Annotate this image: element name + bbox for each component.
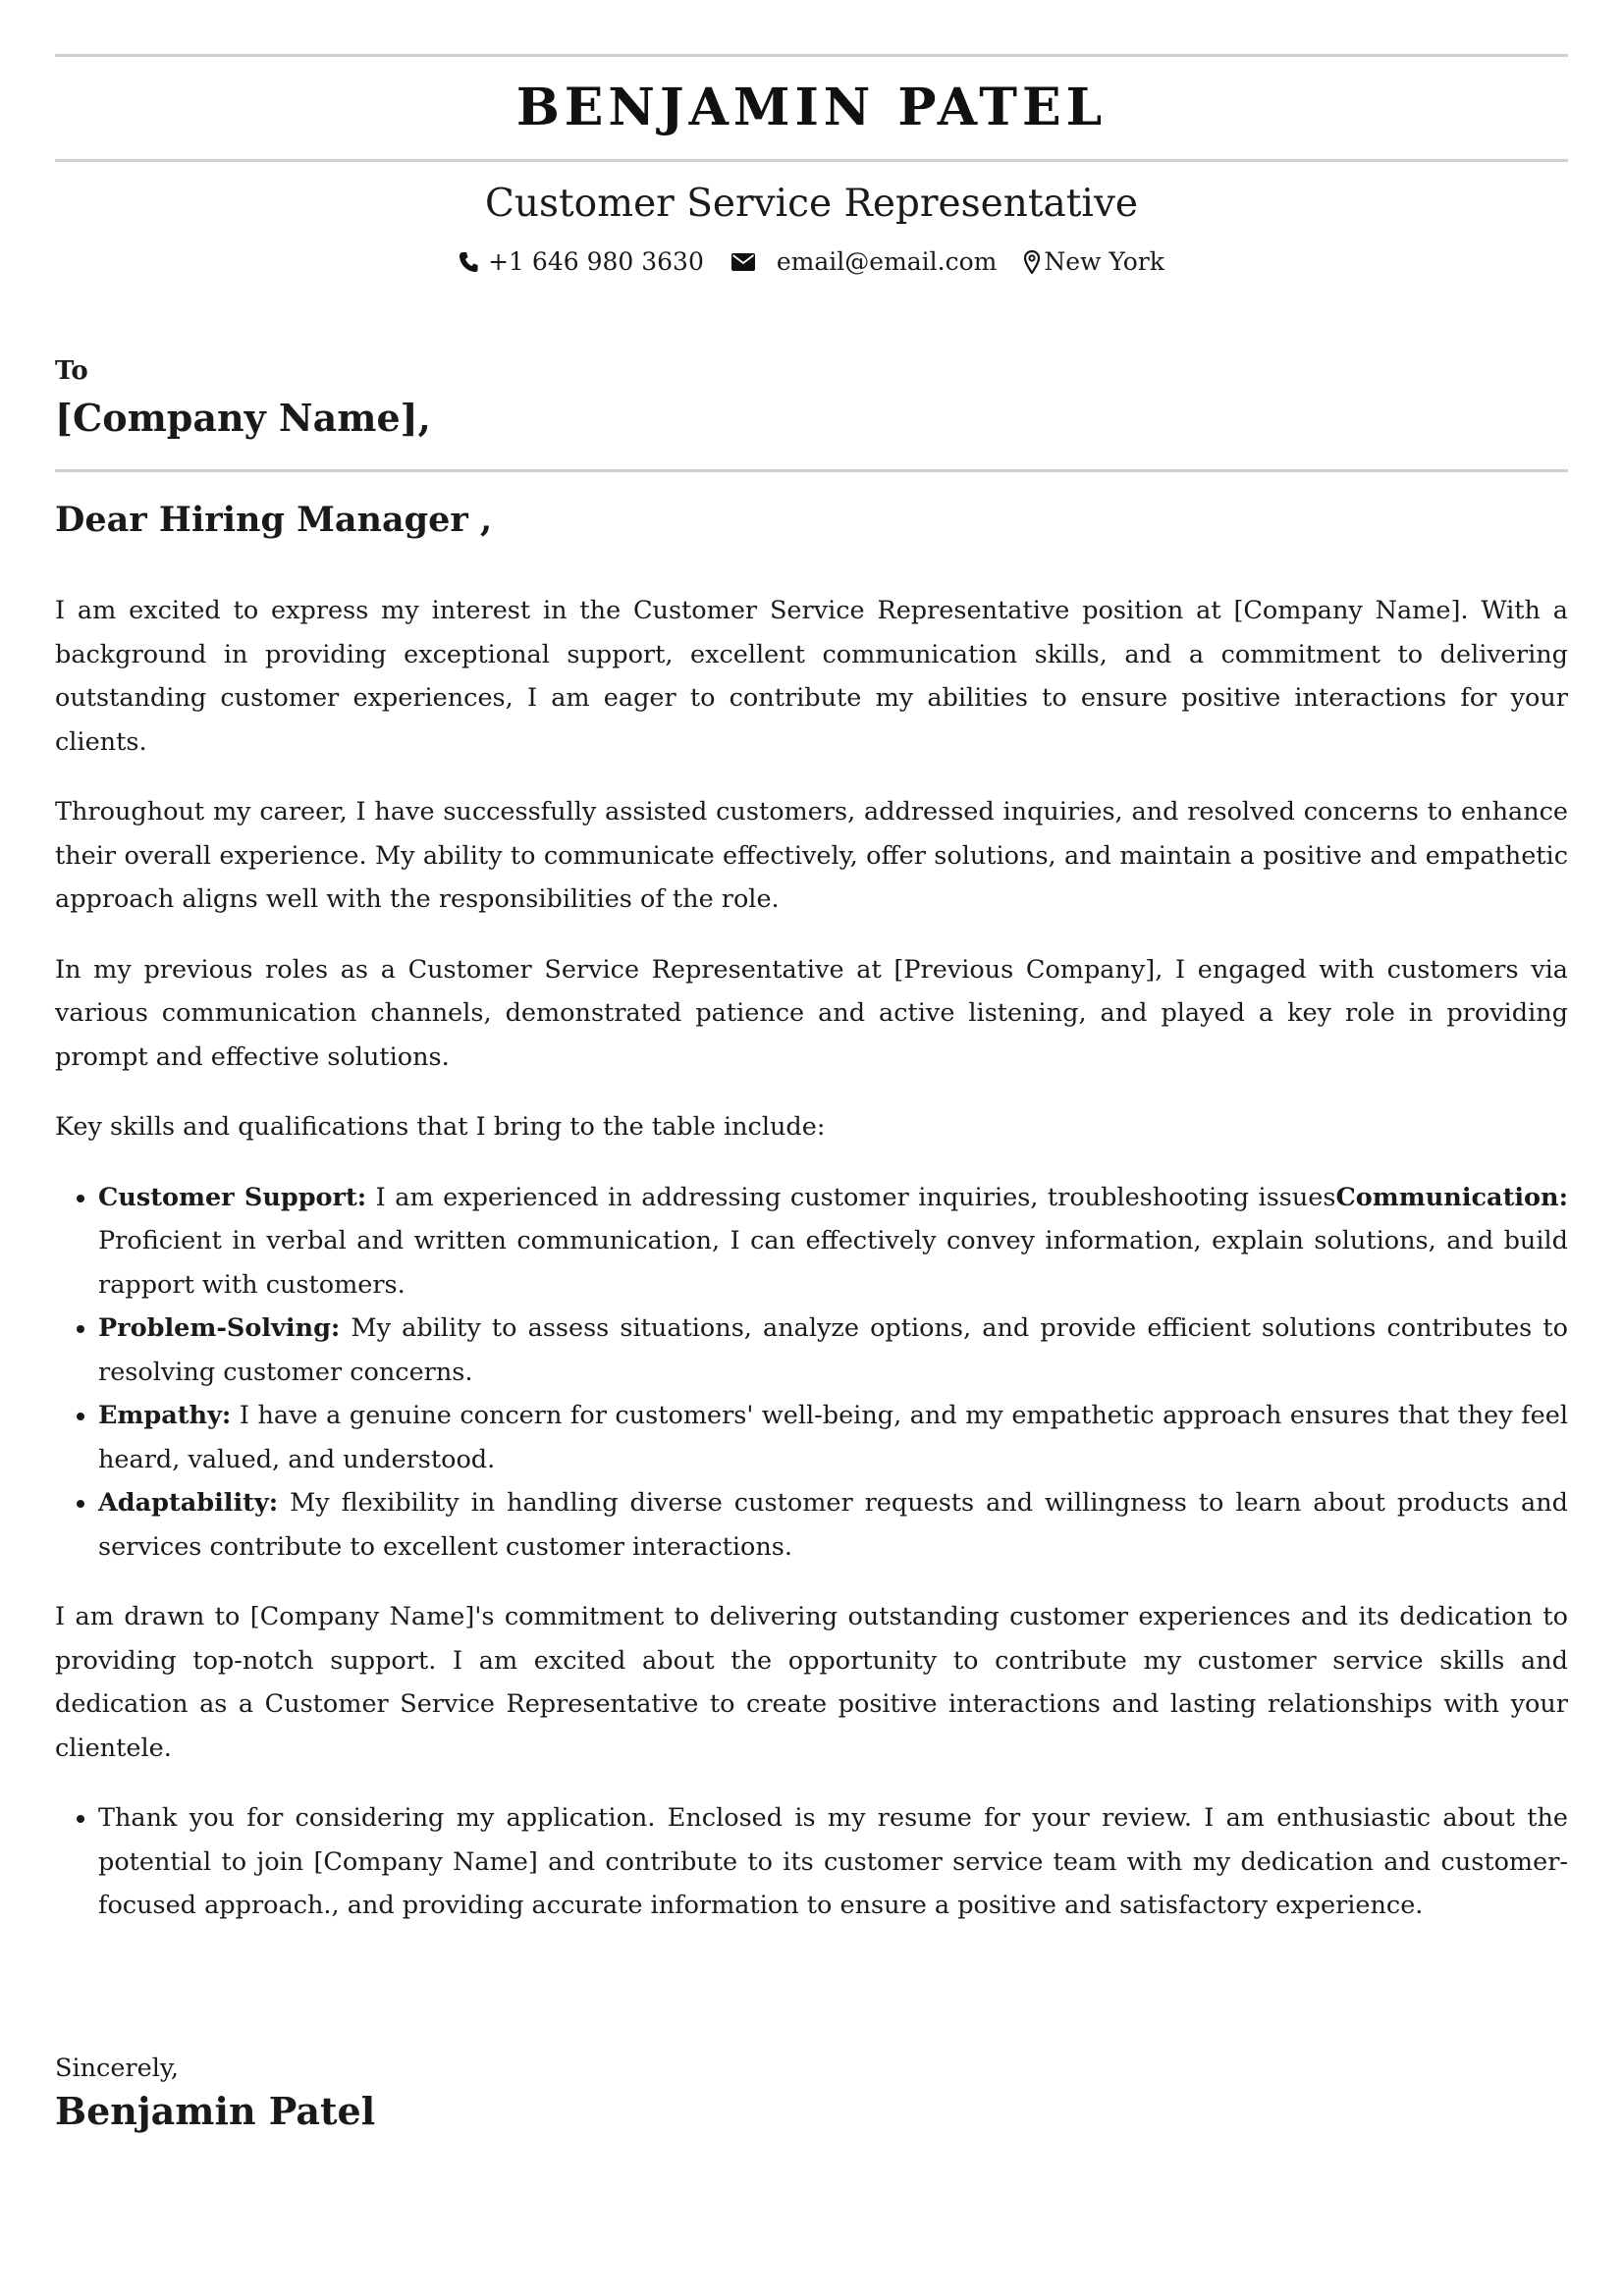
skill-label: Customer Support: [98,1182,367,1212]
email-address: email@email.com [776,247,998,276]
body-paragraph-1: I am excited to express my interest in the Customer Service Representative position at [Company Name]. With a background in providing exceptional support, excellent communication skills, and a commitment to delivering outstanding customer experiences, I am eager to contribute my abilities to ensure positive interactions for your clients. [55,596,1568,757]
body-paragraph-3: In my previous roles as a Customer Service Representative at [Previous Company], I engaged with customers via various communication channels, demonstrated patience and active listening, and played a key role in providing prompt and effective solutions. [55,954,1568,1072]
contact-bar [55,247,1568,276]
skills-intro: Key skills and qualifications that I bring to the table include: [55,1112,826,1142]
recipient-company: [Company Name], [55,396,431,440]
signature-name: Benjamin Patel [55,2088,376,2133]
closing-paragraph: I am drawn to [Company Name]'s commitment to delivering outstanding customer experiences and its dedication to providing top-notch support. I am excited about the opportunity to contribute my customer service skills and dedication as a Customer Service Representative to create positive interactions and lasting relationships with your clientele. [55,1602,1568,1763]
skill-label: Problem-Solving: [98,1313,341,1343]
skill-item-problem-solving [98,1307,1568,1394]
salutation: Dear Hiring Manager , [55,500,493,540]
final-bullet: • Thank you for considering my application. Enclosed is my resume for your review. I am enthusiastic about the potential to join [Company Name] and contribute to its customer service team with my dedication and customer-focused approach., and providing accurate information to ensure a positive and satisfactory experience. [98,1796,1568,1928]
phone-number: +1 646 980 3630 [488,247,704,276]
final-list [55,1796,1568,1928]
contact-email [731,247,998,276]
envelope-icon [731,253,755,271]
skill-text: My ability to assess situations, analyze options, and provide efficient solutions contributes to resolving customer concerns. [98,1313,1568,1387]
location-text: New York [1044,247,1164,276]
body-paragraph-2: Throughout my career, I have successfully assisted customers, addressed inquiries, and resolved concerns to enhance their overall experience. My ability to communicate effectively, offer solutions, and maintain a positive and empathetic approach aligns well with the responsibilities of the role. [55,797,1568,914]
skill-label: Communication: [1335,1182,1568,1212]
skill-label: Adaptability: [98,1488,279,1518]
contact-phone [459,247,704,276]
recipient-divider [55,469,1568,472]
top-divider [55,54,1568,57]
sign-off: Sincerely, [55,2053,179,2083]
skill-item-adaptability [98,1481,1568,1569]
contact-location [1024,247,1164,276]
map-marker-icon [1024,250,1040,274]
skill-item-empathy [98,1394,1568,1481]
job-title: Customer Service Representative [484,182,1139,226]
skill-text: Proficient in verbal and written communication, I can effectively convey information, explain solutions, and build rapport with customers. [98,1226,1568,1300]
skill-text: My flexibility in handling diverse customer requests and willingness to learn about products and services contribute to excellent customer interactions. [98,1488,1568,1562]
name-divider [55,159,1568,162]
skill-item-customer-support [98,1176,1568,1308]
cover-letter-page [55,0,1568,2133]
phone-icon [459,251,478,273]
skills-list [55,1176,1568,1570]
skill-text: I have a genuine concern for customers' well-being, and my empathetic approach ensures that they feel heard, valued, and understood. [98,1401,1568,1474]
skill-text: I am experienced in addressing customer inquiries, troubleshooting issues [366,1182,1336,1212]
candidate-name: BENJAMIN PATEL [515,78,1108,137]
to-label: To [55,356,88,386]
skill-label: Empathy: [98,1401,232,1430]
